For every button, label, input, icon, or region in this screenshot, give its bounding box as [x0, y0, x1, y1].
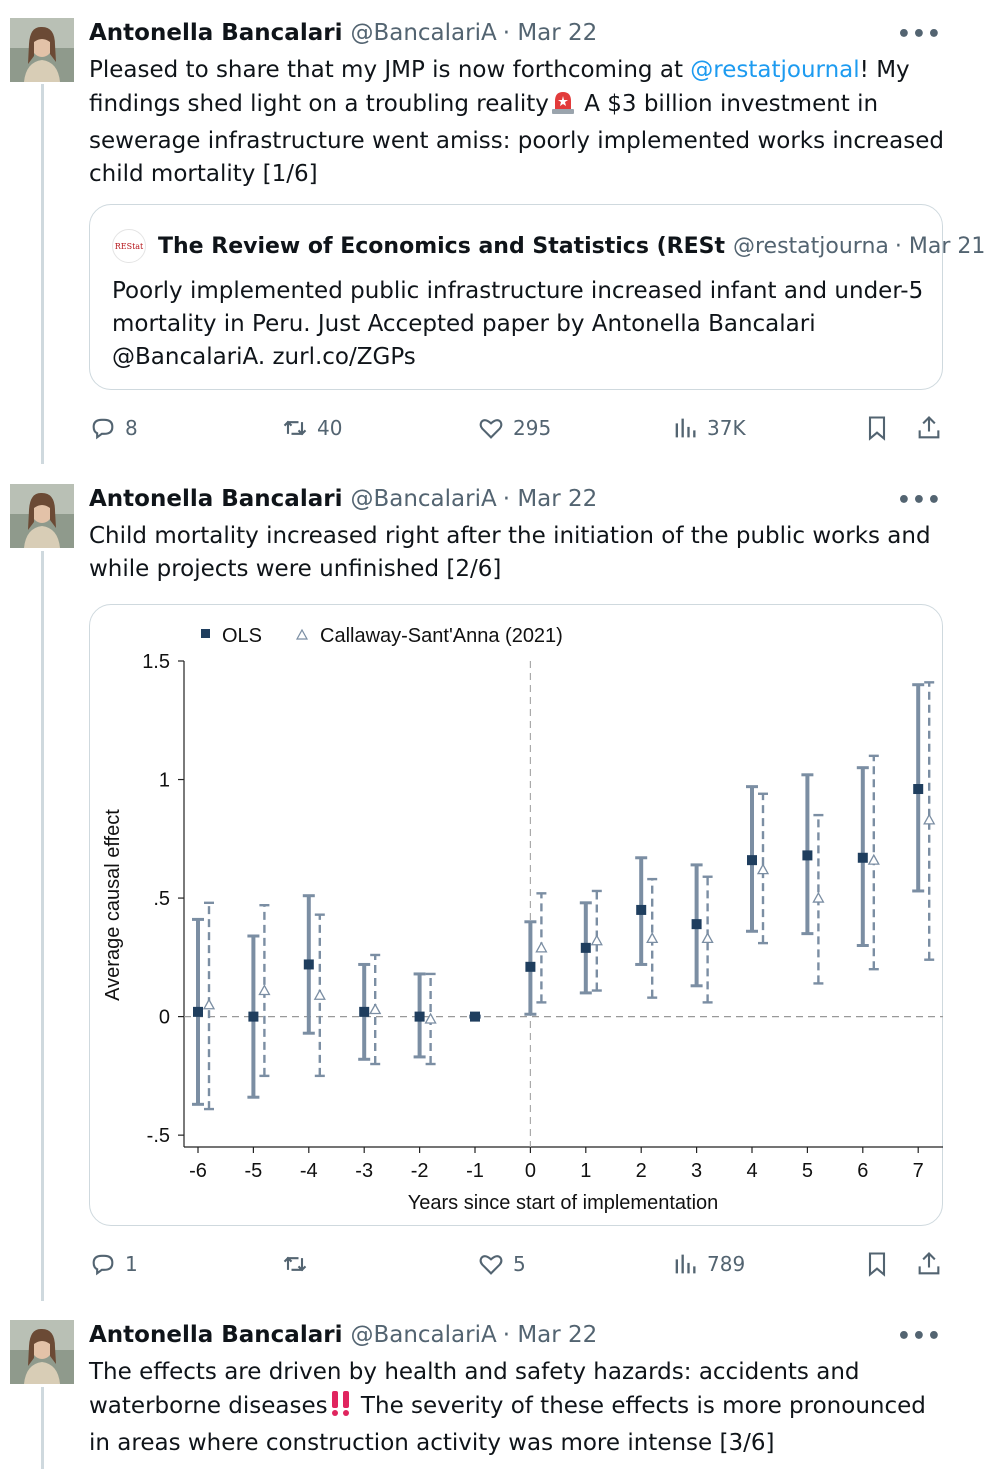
heart-icon [477, 1250, 505, 1278]
tweet-text [89, 54, 949, 191]
mention-link[interactable]: @restatjournal [690, 57, 860, 83]
tweet-text-part: The effects are driven by health and safety hazards: accidents and waterborne diseases [89, 1359, 860, 1419]
x-tick-label: 1 [580, 1160, 592, 1182]
cs-point [259, 986, 269, 995]
tweet-text: Child mortality increased right after the initiation of the public works and while projects were unfinished [2/6] [89, 523, 931, 582]
cs-point [204, 1000, 214, 1009]
x-tick-label: 0 [524, 1160, 536, 1182]
ols-point [747, 855, 757, 865]
x-tick-label: 4 [746, 1160, 758, 1182]
ols-point [913, 784, 923, 794]
tweet-date[interactable]: · Mar 22 [502, 20, 598, 46]
author-handle[interactable]: @BancalariA [350, 486, 497, 512]
legend-cs-marker [297, 630, 307, 639]
cs-point [924, 815, 934, 824]
y-tick-label: 1 [158, 769, 170, 792]
quote-date: · Mar 21 [894, 233, 985, 259]
more-options-icon[interactable]: ••• [896, 1324, 942, 1349]
cs-point [813, 893, 823, 902]
x-tick-label: -6 [189, 1160, 207, 1182]
ols-point [193, 1007, 203, 1017]
views-chart-icon [671, 414, 699, 442]
cs-point [869, 855, 879, 864]
bookmark-icon [863, 414, 891, 442]
ols-point [248, 1012, 258, 1022]
restat-logo: REStat [112, 229, 146, 263]
ols-point [525, 962, 535, 972]
repost-icon [281, 1250, 309, 1278]
x-tick-label: -4 [299, 1160, 318, 1182]
bookmark-button[interactable] [863, 1250, 899, 1278]
avatar[interactable] [10, 484, 74, 548]
author-name[interactable]: Antonella Bancalari [89, 486, 343, 512]
ols-point [636, 905, 646, 915]
cs-point [592, 936, 602, 945]
like-button[interactable] [477, 414, 551, 442]
views-button[interactable] [671, 414, 746, 442]
reply-count: 8 [125, 416, 138, 440]
reply-count: 1 [125, 1252, 138, 1276]
repost-count: 40 [317, 416, 343, 440]
like-count: 295 [513, 416, 552, 440]
x-tick-label: 7 [912, 1160, 924, 1182]
tweet-date[interactable]: · Mar 22 [502, 1322, 598, 1348]
like-count: 5 [513, 1252, 526, 1276]
quote-text: Poorly implemented public infrastructure increased infant and under-5 mortality in Peru. Just Accepted paper by Antonella Bancalari @BancalariA. zurl.co/ZGPs [112, 278, 924, 370]
x-tick-label: 3 [691, 1160, 703, 1182]
chart-image[interactable] [89, 604, 943, 1226]
tweet-3[interactable] [0, 1320, 970, 1469]
tweet-2[interactable] [0, 484, 970, 1284]
avatar[interactable] [10, 18, 74, 82]
x-tick-label: -1 [466, 1160, 484, 1182]
views-count: 37K [707, 416, 746, 440]
reply-icon [89, 414, 117, 442]
chart-marks [192, 682, 934, 1109]
x-axis-label: Years since start of implementation [407, 1192, 719, 1214]
tweet-text [89, 1356, 949, 1460]
repost-icon [281, 414, 309, 442]
reply-button[interactable] [89, 1250, 138, 1278]
ols-point [802, 850, 812, 860]
repost-button[interactable] [281, 414, 342, 442]
more-options-icon[interactable]: ••• [896, 22, 942, 47]
cs-point [426, 1014, 436, 1023]
tweet-text-part: ! My findings shed light on a troubling reality [89, 57, 910, 117]
ols-point [415, 1012, 425, 1022]
share-icon [915, 1250, 943, 1278]
x-tick-label: 6 [857, 1160, 869, 1182]
y-tick-label: .5 [153, 888, 170, 911]
quote-author-handle: @restatjourna [732, 233, 889, 259]
double-exclamation-icon [328, 1389, 354, 1427]
tweet-date[interactable]: · Mar 22 [502, 486, 598, 512]
legend-cs-label: Callaway-Sant'Anna (2021) [320, 625, 563, 647]
action-bar [89, 414, 949, 444]
ols-point [359, 1007, 369, 1017]
share-button[interactable] [915, 1250, 951, 1278]
bookmark-button[interactable] [863, 414, 899, 442]
cs-point [370, 1004, 380, 1013]
tweet-text-part: Pleased to share that my JMP is now forthcoming at [89, 57, 691, 83]
tweet-1[interactable] [0, 18, 985, 458]
ols-point [470, 1012, 480, 1022]
author-name[interactable]: Antonella Bancalari [89, 1322, 343, 1348]
y-tick-label: 0 [158, 1006, 170, 1029]
heart-icon [477, 414, 505, 442]
x-tick-label: 2 [635, 1160, 647, 1182]
event-study-chart [90, 605, 944, 1227]
legend-ols-label: OLS [222, 625, 263, 647]
rotating-light-icon [549, 87, 577, 125]
reply-button[interactable] [89, 414, 138, 442]
share-button[interactable] [915, 414, 951, 442]
views-count: 789 [707, 1252, 746, 1276]
avatar[interactable] [10, 1320, 74, 1384]
x-tick-label: 5 [801, 1160, 813, 1182]
repost-button[interactable] [281, 1250, 317, 1278]
tweet-text-part: The severity of these effects is more pronounced in areas where construction activity was more intense [3/6] [89, 1393, 926, 1456]
action-bar [89, 1250, 949, 1280]
quote-author-name: The Review of Economics and Statistics (RESt [158, 233, 725, 259]
x-tick-label: -2 [410, 1160, 429, 1182]
y-tick-label: -.5 [146, 1125, 170, 1148]
tweet-text-part: A $3 billion investment in sewerage infrastructure went amiss: poorly implemented works increased child mortality [1/6] [89, 91, 944, 187]
views-chart-icon [671, 1250, 699, 1278]
cs-point [647, 933, 657, 942]
chart-legend [201, 625, 563, 647]
ols-point [581, 943, 591, 953]
views-button[interactable] [671, 1250, 745, 1278]
author-handle[interactable]: @BancalariA [350, 20, 497, 46]
x-tick-label: -5 [244, 1160, 263, 1182]
ols-point [692, 919, 702, 929]
ols-point [304, 959, 314, 969]
x-tick-label: -3 [355, 1160, 374, 1182]
legend-ols-marker [201, 629, 210, 638]
cs-point [536, 943, 546, 952]
author-handle[interactable]: @BancalariA [350, 1322, 497, 1348]
cs-point [758, 865, 768, 874]
author-name[interactable]: Antonella Bancalari [89, 20, 343, 46]
y-axis-label: Average causal effect [102, 809, 124, 1001]
share-icon [915, 414, 943, 442]
y-tick-label: 1.5 [142, 651, 170, 673]
more-options-icon[interactable]: ••• [896, 488, 942, 513]
reply-icon [89, 1250, 117, 1278]
bookmark-icon [863, 1250, 891, 1278]
ols-point [858, 853, 868, 863]
cs-point [315, 990, 325, 999]
like-button[interactable] [477, 1250, 526, 1278]
cs-point [703, 933, 713, 942]
quoted-tweet[interactable] [89, 204, 985, 390]
